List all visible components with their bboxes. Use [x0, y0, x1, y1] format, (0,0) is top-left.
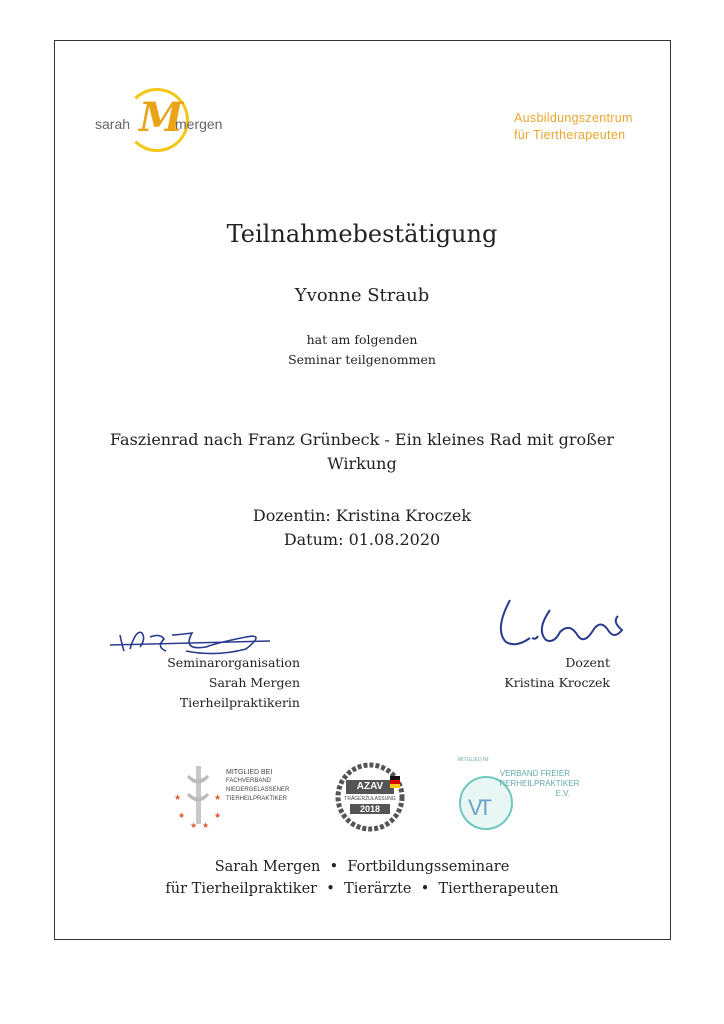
fnt-line-2: FACHVERBAND	[226, 778, 272, 784]
vft-line-3: TIERHEILPRAKTIKER	[498, 779, 580, 788]
svg-text:★: ★	[178, 811, 186, 820]
signature-block-right	[490, 653, 610, 693]
seminar-details	[0, 504, 724, 552]
vft-line-1: MITGLIED IM	[458, 757, 489, 763]
intro-line-1: hat am folgenden	[306, 332, 418, 347]
signature-right-role: Dozent	[565, 655, 610, 670]
caduceus-icon	[170, 760, 230, 830]
participant-name: Yvonne Straub	[294, 285, 430, 306]
intro-text	[0, 330, 724, 370]
azav-sub: TRÄGERZULASSUNG	[344, 796, 396, 802]
svg-text:★: ★	[214, 793, 222, 802]
sarah-mergen-logo	[95, 88, 225, 168]
fnt-membership-badge	[170, 760, 300, 830]
organization-line-1: Ausbildungszentrum	[514, 111, 633, 125]
footer	[0, 856, 724, 900]
organization-name	[514, 110, 633, 144]
signature-left-name: Sarah Mergen	[208, 675, 300, 690]
document-title: Teilnahmebestätigung	[226, 220, 498, 248]
fnt-line-1: MITGLIED BEI	[226, 769, 273, 776]
signature-right-name: Kristina Kroczek	[504, 675, 610, 690]
intro-line-2: Seminar teilgenommen	[288, 352, 436, 367]
fnt-line-4: TIERHEILPRAKTIKER	[226, 796, 288, 802]
signature-left-role: Seminarorganisation	[167, 655, 300, 670]
vft-mark: VT	[468, 795, 489, 820]
azav-name: AZAV	[356, 781, 384, 792]
footer-line-1: Sarah Mergen • Fortbildungsseminare	[214, 859, 510, 875]
azav-year: 2018	[350, 804, 390, 814]
logo-letter-m: M	[139, 94, 184, 141]
seminar-title: Faszienrad nach Franz Grünbeck - Ein kleines Rad mit großer Wirkung	[110, 430, 614, 473]
vft-line-4: E.V.	[555, 789, 570, 798]
svg-text:★: ★	[214, 811, 222, 820]
logo-word-mergen: mergen	[175, 116, 223, 132]
vft-membership-badge	[458, 755, 580, 835]
svg-text:★: ★	[202, 821, 210, 830]
signature-left-title: Tierheilpraktikerin	[179, 695, 300, 710]
signature-block-left	[160, 653, 300, 713]
footer-line-2: für Tierheilpraktiker • Tierärzte • Tiertherapeuten	[165, 881, 559, 897]
vft-line-2: VERBAND FREIER	[499, 769, 570, 778]
organization-line-2: für Tiertherapeuten	[514, 128, 626, 142]
svg-text:★: ★	[190, 821, 198, 830]
logo-word-sarah: sarah	[95, 116, 131, 132]
signature-right	[490, 590, 640, 660]
fnt-line-3: NIEDERGELASSENER	[226, 787, 290, 793]
azav-seal	[332, 762, 408, 832]
svg-text:★: ★	[174, 793, 182, 802]
date-line: Datum: 01.08.2020	[283, 530, 441, 549]
lecturer-line: Dozentin: Kristina Kroczek	[252, 506, 472, 525]
